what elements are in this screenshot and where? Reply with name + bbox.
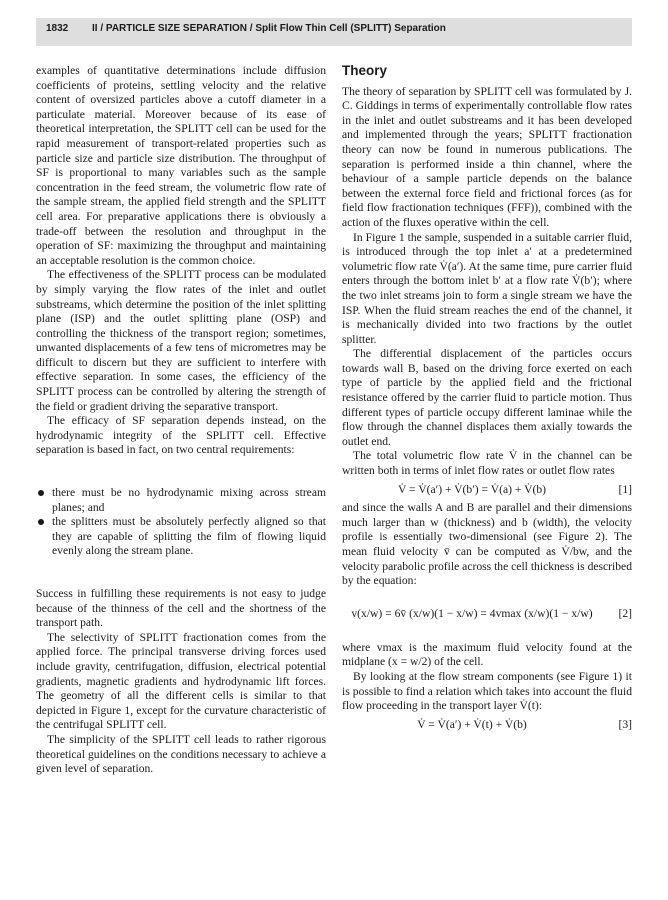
- equation-1-number: [1]: [618, 482, 632, 496]
- requirements-list: [36, 486, 326, 559]
- equation-3-expression: V̇ = V̇(a′) + V̇(t) + V̇(b): [417, 717, 527, 731]
- right-column: [342, 64, 632, 736]
- running-title: II / PARTICLE SIZE SEPARATION / Split Flow Thin Cell (SPLITT) Separation: [92, 23, 446, 34]
- equation-2-number: [2]: [618, 607, 632, 621]
- section-heading-theory: Theory: [342, 63, 388, 78]
- equation-1: [342, 483, 632, 498]
- left-paragraph-3: The efficacy of SF separation depends instead, on the hydrodynamic integrity of the SPLITT cell. Effective separation is based in fact, on two central requirements:: [36, 414, 326, 457]
- equation-3: [342, 718, 632, 733]
- left-paragraph-4: Success in fulfilling these requirements is not easy to judge because of the thinness of the cell and the shortness of the transport path.: [36, 587, 326, 630]
- left-paragraph-6: The simplicity of the SPLITT cell leads to rather rigorous theoretical guidelines on the conditions necessary to achieve a given level of separation.: [36, 732, 326, 776]
- right-paragraph-1: The theory of separation by SPLITT cell was formulated by J. C. Giddings in terms of experimentally controllable flow rates in the inlet and outlet substreams and it has been developed and implemented through the years; SPLITT fractionation theory can now be found in numerous publications. The separation is performed inside a thin channel, where the behaviour of a sample particle depends on the balance between the external force field and frictional forces (as for field flow fractionation techniques (FFF)), combined with the action of the fluxes operative within the cell.: [342, 84, 632, 229]
- left-paragraph-1: examples of quantitative determinations include diffusion coefficients of proteins, settling velocity and the relative content of oversized particles above a cutoff diameter in a particulate material. Moreover because of its ease of theoretical interpretation, the SPLITT cell can be used for the rapid measurement of transport-related properties such as particle size and particle size distribution. The throughput of SF is proportional to many variables such as the sample concentration in the feed stream, the volumetric flow rate of the sample stream, the applied field strength and the SPLITT cell area. For preparative applications there is obviously a trade-off between the resolution and throughput in the operation of SF: maximizing the throughput and maintaining an acceptable resolution is the common choice.: [36, 64, 326, 267]
- left-paragraph-2: The effectiveness of the SPLITT process can be modulated by simply varying the flow rates of the inlet and outlet substreams, which determine the position of the inlet splitting plane (ISP) and the outlet splitting plane (OSP) and controlling the thickness of the transport region; sometimes, unwanted displacements of a few tens of micrometres may be difficult to discern but they are sufficient to interfere with effective separation. In some cases, the efficiency of the SPLITT process can be controlled by altering the strength of the field or gradient driving the separative transport.: [36, 268, 326, 413]
- left-paragraph-5: The selectivity of SPLITT fractionation comes from the applied force. The principal transverse driving forces used include gravity, centrifugation, diffusion, electrical potential gradients, magnetic gradients and hydrodynamic lift forces. The geometry of all the different cells is similar to that depicted in Figure 1, except for the curvature characteristic of the centrifugal SPLITT cell.: [36, 630, 326, 732]
- right-paragraph-6: where vmax is the maximum fluid velocity found at the midplane (x = w/2) of the cell.: [342, 640, 632, 669]
- left-column: [36, 64, 326, 777]
- right-paragraph-2: In Figure 1 the sample, suspended in a suitable carrier fluid, is introduced through the top inlet a′ at a predetermined volumetric flow rate V̇(a′). At the same time, pure carrier fluid enters through the bottom inlet b′ at a flow rate V̇(b′); where the two inlet streams join to form a single stream we have the ISP. When the fluid stream reaches the end of the channel, it is mechanically divided into two fractions by the outlet splitter.: [342, 230, 632, 346]
- equation-2: [342, 593, 632, 637]
- page-number: 1832: [46, 23, 69, 34]
- requirement-item-1: there must be no hydrodynamic mixing across stream planes; and: [36, 486, 326, 515]
- right-paragraph-5: and since the walls A and B are parallel and their dimensions much larger than w (thickness) and b (width), the velocity profile is essentially two-dimensional (see Figure 2). The mean fluid velocity v̄ can be computed as V̇/bw, and the velocity parabolic profile across the cell thickness is described by the equation:: [342, 501, 632, 588]
- right-paragraph-4: The total volumetric flow rate V̇ in the channel can be written both in terms of inlet flow rates or outlet flow rates: [342, 449, 632, 478]
- equation-3-number: [3]: [618, 717, 632, 731]
- equation-1-expression: V̇ = V̇(a′) + V̇(b′) = V̇(a) + V̇(b): [397, 482, 546, 496]
- right-paragraph-3: The differential displacement of the particles occurs towards wall B, based on the driving force exerted on each type of particle by the applied field and the frictional resistance offered by the carrier fluid to particle motion. Thus different types of particle occupy different laminae while the flow through the channel displaces them axially towards the outlet end.: [342, 347, 632, 448]
- right-paragraph-7: By looking at the flow stream components (see Figure 1) it is possible to find a relation which takes into account the fluid flow proceeding in the transport layer V̇(t):: [342, 669, 632, 713]
- requirement-item-2: the splitters must be absolutely perfectly aligned so that they are capable of splitting the film of flowing liquid evenly along the stream plane.: [36, 515, 326, 559]
- equation-2-expression: v(x/w) = 6v̄ (x/w)(1 − x/w) = 4vmax (x/w)(1 − x/w): [351, 607, 593, 621]
